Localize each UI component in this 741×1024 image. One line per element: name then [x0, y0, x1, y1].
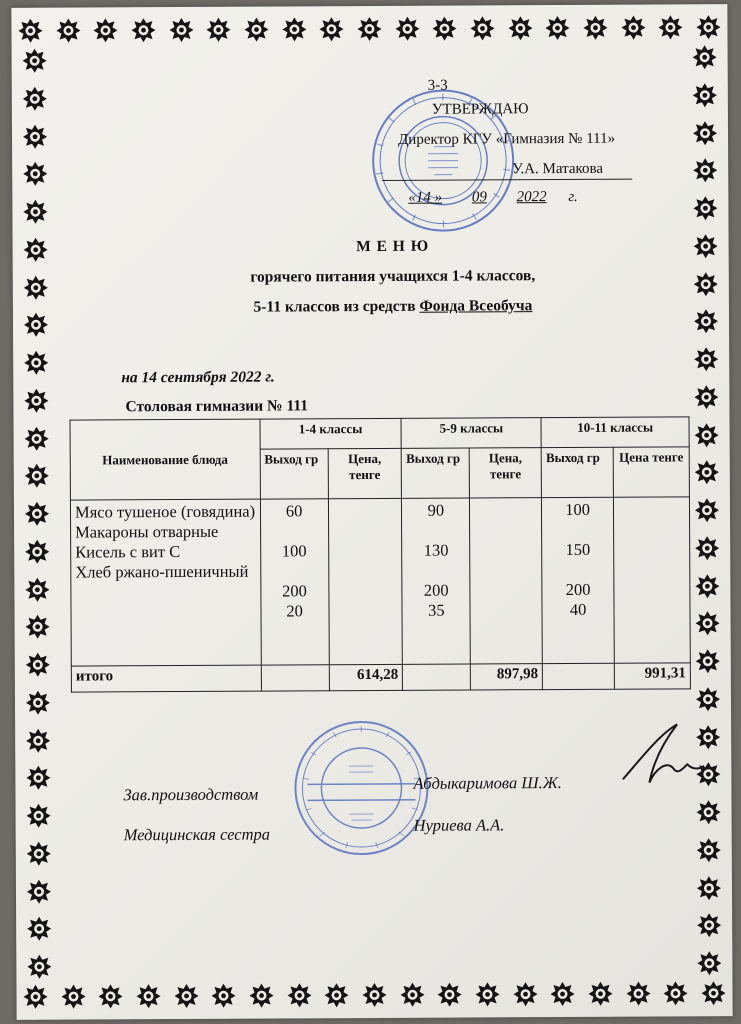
ornament-tile — [22, 161, 48, 187]
total-10-11: 991,31 — [614, 663, 690, 689]
yield-header-5-9: Выход гр — [402, 448, 470, 498]
price-header-10-11: Цена тенге — [613, 447, 689, 497]
yields-10-11 — [542, 497, 615, 663]
ornament-tile — [286, 982, 312, 1008]
ornament-tile — [692, 82, 718, 108]
yield-value: 130 — [423, 540, 449, 560]
ornament-tile — [696, 875, 722, 901]
ornament-tile — [437, 982, 463, 1008]
table-row — [70, 497, 690, 666]
ornament-tile — [22, 48, 48, 74]
ornament-tile — [206, 17, 232, 43]
menu-title: М Е Н Ю — [356, 237, 430, 256]
ornament-tile — [693, 308, 719, 334]
ornament-tile — [243, 17, 269, 43]
ornament-tile — [696, 950, 722, 976]
ornament-tile — [694, 422, 720, 448]
ornament-tile — [24, 463, 50, 489]
yield-value: 90 — [427, 500, 445, 520]
handwritten-signature — [615, 720, 705, 790]
ornament-tile — [211, 983, 237, 1009]
document-sheet — [11, 4, 732, 1020]
ornament-tile — [394, 16, 420, 42]
ornament-tile — [361, 982, 387, 1008]
dish-header: Наименование блюда — [70, 419, 260, 500]
ornament-tile — [248, 983, 274, 1009]
yields-1-4 — [260, 499, 329, 665]
ornament-tile — [399, 982, 425, 1008]
ornament-tile — [25, 765, 51, 791]
ornament-tile — [93, 17, 119, 43]
ornament-tile — [663, 980, 689, 1006]
ornament-tile — [696, 837, 722, 863]
ornament-tile — [135, 983, 161, 1009]
ornament-tile — [22, 199, 48, 225]
ornament-tile — [23, 350, 49, 376]
name-production-head: Абдыкаримова Ш.Ж. — [413, 773, 562, 793]
director-title: Директор КГУ «Гимназия № 111» — [398, 130, 616, 148]
ornament-tile — [22, 984, 48, 1010]
yield-value: 200 — [282, 581, 307, 601]
ornament-border-right — [688, 44, 727, 976]
total-5-9: 897,98 — [471, 664, 543, 690]
price-cell-5-9 — [470, 498, 543, 664]
director-name: У.А. Матакова — [512, 160, 604, 178]
yield-value: 200 — [423, 580, 449, 600]
yield-header-1-4: Выход гр — [260, 449, 328, 499]
approval-date-month: 09 — [471, 189, 487, 206]
ornament-tile — [692, 44, 718, 70]
ornament-tile — [695, 610, 721, 636]
role-nurse: Медицинская сестра — [123, 824, 271, 845]
dish-item: Мясо тушеное (говядина) — [74, 501, 256, 522]
role-production-head: Зав.производством — [123, 784, 259, 805]
ornament-tile — [545, 15, 571, 41]
ornament-border-top — [17, 10, 721, 48]
ornament-tile — [696, 912, 722, 938]
dish-list — [70, 499, 260, 666]
ornament-tile — [55, 18, 81, 44]
ornament-tile — [324, 982, 350, 1008]
ornament-tile — [692, 195, 718, 221]
ornament-tile — [700, 980, 726, 1006]
ornament-tile — [432, 16, 458, 42]
ornament-tile — [512, 981, 538, 1007]
ornament-tile — [695, 648, 721, 674]
ornament-tile — [693, 233, 719, 259]
yield-value: 60 — [285, 501, 303, 521]
yield-value: 40 — [569, 599, 587, 619]
ornament-tile — [24, 501, 50, 527]
group-header-1-4: 1-4 классы — [260, 418, 402, 449]
yield-value: 200 — [565, 579, 591, 599]
ornament-tile — [23, 387, 49, 413]
price-cell-1-4 — [328, 498, 403, 664]
ornament-tile — [26, 878, 52, 904]
ornament-tile — [694, 573, 720, 599]
ornament-tile — [60, 984, 86, 1010]
ornament-tile — [26, 840, 52, 866]
ornament-tile — [469, 15, 495, 41]
menu-funding-line — [113, 296, 673, 317]
ornament-tile — [696, 799, 722, 825]
yields-5-9 — [402, 498, 471, 664]
ornament-tile — [130, 17, 156, 43]
ornament-tile — [26, 954, 52, 980]
ornament-tile — [507, 15, 533, 41]
yield-header-10-11: Выход гр — [541, 447, 613, 497]
ornament-tile — [693, 346, 719, 372]
price-cell-10-11 — [614, 497, 691, 663]
funding-prefix: 5-11 классов из средств — [253, 297, 416, 316]
yield-value: 100 — [281, 541, 307, 561]
ornament-tile — [620, 15, 646, 41]
price-header-1-4: Цена, тенге — [328, 448, 402, 498]
yield-value: 150 — [565, 539, 591, 559]
ornament-tile — [693, 384, 719, 410]
ornament-tile — [168, 17, 194, 43]
ornament-tile — [695, 14, 721, 40]
ornament-tile — [173, 983, 199, 1009]
ornament-tile — [26, 916, 52, 942]
approve-label: УТВЕРЖДАЮ — [431, 101, 529, 118]
menu-table — [70, 416, 691, 692]
ornament-border-bottom — [22, 976, 726, 1014]
document-code: 3-3 — [427, 77, 448, 94]
ornament-tile — [625, 981, 651, 1007]
price-header-5-9: Цена, тенге — [469, 448, 541, 498]
ornament-tile — [25, 689, 51, 715]
approval-date-day: «14 » — [408, 189, 443, 206]
approval-date-year: 2022 — [516, 189, 547, 206]
ornament-tile — [694, 497, 720, 523]
ornament-tile — [23, 312, 49, 338]
ornament-tile — [693, 271, 719, 297]
yield-value: 100 — [565, 499, 591, 519]
ornament-tile — [24, 425, 50, 451]
ornament-tile — [23, 236, 49, 262]
ornament-tile — [17, 18, 43, 44]
ornament-tile — [22, 123, 48, 149]
canteen-name: Столовая гимназии № 111 — [125, 397, 309, 416]
ornament-tile — [319, 16, 345, 42]
official-stamp-bottom — [291, 718, 432, 859]
ornament-tile — [587, 981, 613, 1007]
ornament-tile — [23, 274, 49, 300]
ornament-tile — [25, 614, 51, 640]
ornament-tile — [25, 652, 51, 678]
ornament-tile — [24, 576, 50, 602]
ornament-tile — [24, 538, 50, 564]
ornament-tile — [694, 459, 720, 485]
ornament-tile — [582, 15, 608, 41]
ornament-tile — [25, 727, 51, 753]
dish-item: Кисель с вит С — [75, 542, 181, 562]
ornament-tile — [658, 14, 684, 40]
ornament-tile — [281, 16, 307, 42]
menu-date: на 14 сентября 2022 г. — [121, 368, 275, 387]
total-label: итого — [71, 665, 261, 692]
ornament-tile — [26, 803, 52, 829]
dish-item: Хлеб ржано-пшеничный — [75, 561, 249, 582]
menu-subtitle: горячего питания учащихся 1-4 классов, — [250, 267, 536, 286]
approval-block — [372, 76, 702, 206]
ornament-tile — [98, 983, 124, 1009]
ornament-tile — [692, 120, 718, 146]
yield-value: 20 — [286, 601, 303, 621]
ornament-tile — [550, 981, 576, 1007]
ornament-tile — [356, 16, 382, 42]
ornament-tile — [694, 535, 720, 561]
funding-source: Фонда Всеобуча — [419, 297, 533, 315]
approval-date — [408, 189, 577, 207]
ornament-tile — [695, 686, 721, 712]
name-nurse: Нуриева А.А. — [413, 815, 505, 835]
total-1-4: 614,28 — [329, 664, 403, 690]
approval-date-suffix: г. — [568, 188, 578, 205]
dish-item: Макароны отварные — [75, 521, 219, 542]
ornament-border-left — [18, 48, 57, 980]
ornament-tile — [692, 157, 718, 183]
total-row — [71, 663, 690, 692]
yield-value: 35 — [428, 600, 445, 620]
ornament-tile — [22, 85, 48, 111]
group-header-10-11: 10-11 классы — [541, 417, 689, 448]
ornament-tile — [474, 981, 500, 1007]
group-header-5-9: 5-9 классы — [401, 418, 541, 449]
